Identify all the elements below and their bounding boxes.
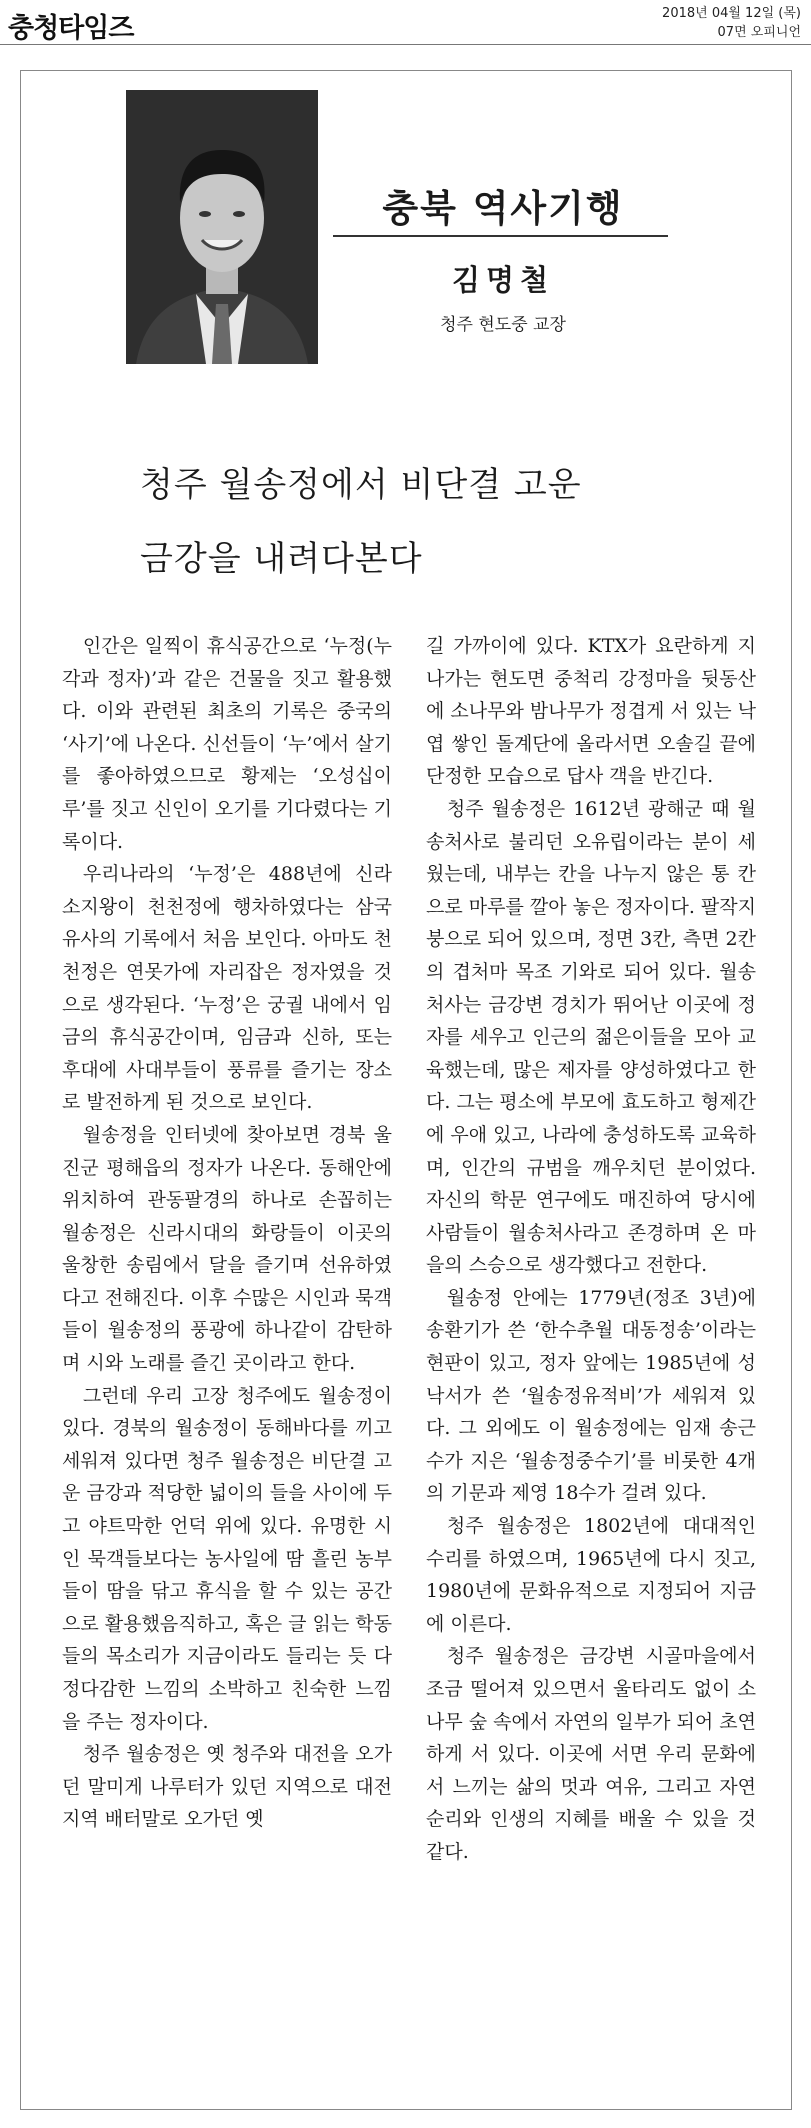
paragraph: 청주 월송정은 1802년에 대대적인 수리를 하였으며, 1965년에 다시 짓고, 1980년에 문화유적으로 지정되어 지금에 이른다. [426, 1515, 756, 1635]
author-name: 김명철 [451, 263, 555, 297]
headline-line-2: 금강을 내려다본다 [140, 539, 423, 579]
body-column-right [426, 630, 756, 1869]
author-photo [126, 90, 318, 364]
paragraph-continued: 길 가까이에 있다. KTX가 요란하게 지나가는 현도면 중척리 강정마을 뒷동산에 소나무와 밤나무가 정겹게 서 있는 낙엽 쌓인 돌계단에 올라서면 오솔길 끝에 단정한 모습으로 답사 객을 반긴다. [426, 635, 756, 788]
headline-line-1: 청주 월송정에서 비단결 고운 [140, 465, 582, 505]
author-portrait-icon [126, 90, 318, 364]
paragraph: 우리나라의 ‘누정’은 488년에 신라 소지왕이 천천정에 행차하였다는 삼국유사의 기록에서 처음 보인다. 아마도 천천정은 연못가에 자리잡은 정자였을 것으로 생각된다. ‘누정’은 궁궐 내에서 임금의 휴식공간이며, 임금과 신하, 또는 후대에 사대부들이 풍류를 즐기는 장소로 발전하게 된 것으로 보인다. [62, 863, 392, 1114]
dateline [662, 4, 801, 42]
article-headline [140, 448, 700, 596]
masthead: 충청타임즈 [8, 13, 134, 44]
paragraph: 월송정을 인터넷에 찾아보면 경북 울진군 평해읍의 정자가 나온다. 동해안에 위치하여 관동팔경의 하나로 손꼽히는 월송정은 신라시대의 화랑들이 이곳의 울창한 송림에서 달을 즐기며 선유하였다고 전해진다. 이후 수많은 시인과 묵객들이 월송정의 풍광에 하나같이 감탄하며 시와 노래를 즐긴 곳이라고 한다. [62, 1123, 392, 1375]
body-column-left [62, 630, 392, 1836]
issue-date: 2018년 04월 12일 (목) [662, 6, 801, 21]
paragraph: 청주 월송정은 1612년 광해군 때 월송처사로 불리던 오유립이라는 분이 세웠는데, 내부는 칸을 나누지 않은 통 칸으로 마루를 깔아 놓은 정자이다. 팔작지붕으로 되어 있으며, 정면 3칸, 측면 2칸의 겹처마 목조 기와로 되어 있다. 월송처사는 금강변 경치가 뛰어난 이곳에 정자를 세우고 인근의 젊은이들을 모아 교육했는데, 많은 제자를 양성하였다고 한다. 그는 평소에 부모에 효도하고 형제간에 우애 있고, 나라에 충성하도록 교육하며, 인간의 규범을 깨우치던 분이었다. 자신의 학문 연구에도 매진하여 당시에 사람들이 월송처사라고 존경하며 온 마을의 스승으로 생각했다고 전한다. [426, 797, 756, 1277]
page-section: 07면 오피니언 [717, 25, 801, 40]
header-divider [0, 44, 811, 45]
title-divider [333, 235, 668, 237]
column-series-title: 충북 역사기행 [382, 186, 624, 230]
paragraph: 그런데 우리 고장 청주에도 월송정이 있다. 경북의 월송정이 동해바다를 끼고 세워져 있다면 청주 월송정은 비단결 고운 금강과 적당한 넓이의 들을 사이에 두고 야트막한 언덕 위에 있다. 유명한 시인 묵객들보다는 농사일에 땀 흘린 농부들이 땀을 닦고 휴식을 할 수 있는 공간으로 활용했음직하고, 혹은 글 읽는 학동들의 목소리가 지금이라도 들리는 듯 다정다감한 느낌의 소박하고 친숙한 느낌을 주는 정자이다. [62, 1384, 392, 1733]
paragraph: 인간은 일찍이 휴식공간으로 ‘누정(누각과 정자)’과 같은 건물을 짓고 활용했다. 이와 관련된 최초의 기록은 중국의 ‘사기’에 나온다. 신선들이 ‘누’에서 살기를 좋아하였으므로 황제는 ‘오성십이루’를 짓고 신인이 오기를 기다렸다는 기록이다. [62, 635, 392, 853]
author-affiliation: 청주 현도중 교장 [440, 315, 566, 335]
paragraph: 월송정 안에는 1779년(정조 3년)에 송환기가 쓴 ‘한수추월 대동정송’이라는 현판이 있고, 정자 앞에는 1985년에 성낙서가 쓴 ‘월송정유적비’가 세워져 있다. 그 외에도 이 월송정에는 임재 송근수가 지은 ‘월송정중수기’를 비롯한 4개의 기문과 제영 18수가 걸려 있다. [426, 1286, 756, 1505]
paragraph: 청주 월송정은 옛 청주와 대전을 오가던 말미게 나루터가 있던 지역으로 대전지역 배터말로 오가던 옛 [62, 1743, 392, 1831]
paragraph: 청주 월송정은 금강변 시골마을에서 조금 떨어져 있으면서 울타리도 없이 소나무 숲 속에서 자연의 일부가 되어 초연하게 서 있다. 이곳에 서면 우리 문화에서 느끼는 삶의 멋과 여유, 그리고 자연 순리와 인생의 지혜를 배울 수 있을 것 같다. [426, 1645, 756, 1863]
